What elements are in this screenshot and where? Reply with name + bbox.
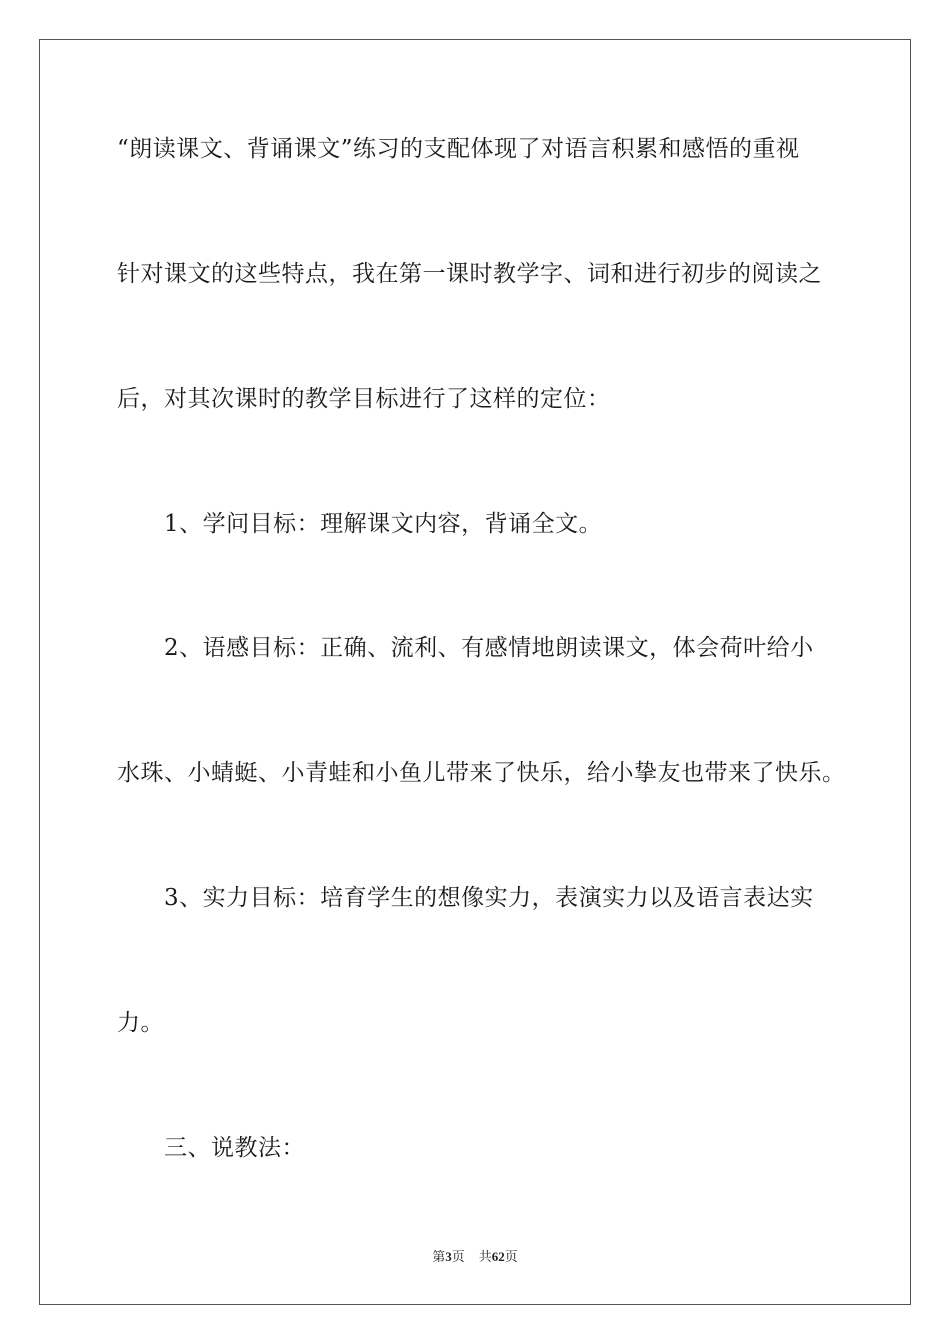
total-prefix: 共 bbox=[478, 1249, 492, 1264]
paragraph-line: 针对课文的这些特点，我在第一课时教学字、词和进行初步的阅读之 bbox=[117, 261, 822, 287]
paragraph-line: 水珠、小蜻蜓、小青蛙和小鱼儿带来了快乐，给小挚友也带来了快乐。 bbox=[117, 760, 846, 786]
total-suffix: 页 bbox=[504, 1249, 518, 1264]
paragraph-line: 3、实力目标：培育学生的想像实力，表演实力以及语言表达实 bbox=[164, 885, 814, 911]
paragraph-line: 1、学问目标：理解课文内容，背诵全文。 bbox=[164, 511, 603, 537]
page-suffix: 页 bbox=[451, 1249, 465, 1264]
paragraph-line: “朗读课文、背诵课文”练习的支配体现了对语言积累和感悟的重视 bbox=[117, 136, 800, 162]
page-border bbox=[39, 39, 911, 1305]
section-heading: 三、说教法： bbox=[164, 1135, 305, 1161]
paragraph-line: 后，对其次课时的教学目标进行了这样的定位： bbox=[117, 386, 611, 412]
page-number: 3 bbox=[445, 1249, 452, 1264]
paragraph-line: 2、语感目标：正确、流利、有感情地朗读课文，体会荷叶给小 bbox=[164, 635, 814, 661]
paragraph-line: 力。 bbox=[117, 1010, 164, 1036]
page-footer bbox=[0, 1248, 950, 1266]
page-prefix: 第 bbox=[432, 1249, 446, 1264]
total-pages: 62 bbox=[491, 1249, 505, 1264]
